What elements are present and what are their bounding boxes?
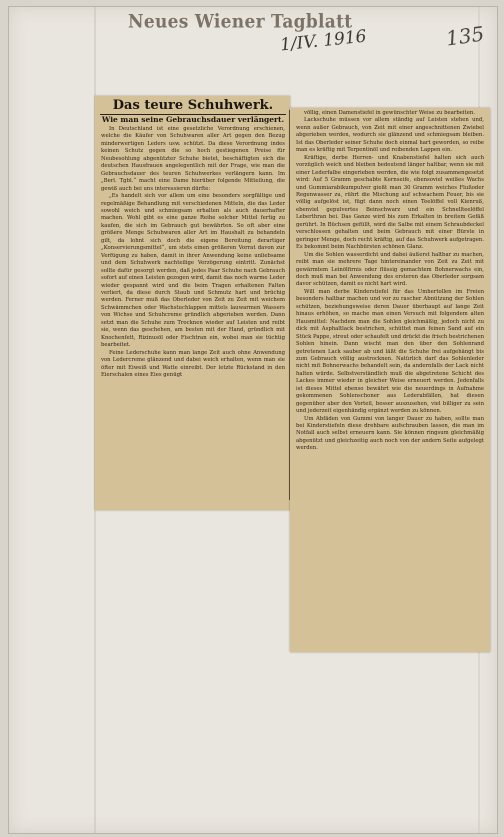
paragraph: Um die Sohlen wasserdicht und dabei äußerst haltbar zu machen, reibt man sie mehrere Tage hintereinander von Zeit zu Zeit mit gewärmtem Leinölfirnis oder flüssig gemachtem Bohnerwachs ein, doch muß man bei Anwendung des ersteren das Oberleder sorgsam davor schützen, damit es nicht hart wird. [296, 251, 484, 288]
paragraph: Feine Lederschuhe kann man lange Zeit auch ohne Anwendung von Ledercreme glänzend und dabei weich erhalten, wenn man sie öfter mit Eiweiß und Watte einreibt. Der letzte Rückstand in den Eierschalen eines Eies genügt [101, 349, 285, 378]
article-title: Das teure Schuhwerk. [100, 98, 286, 115]
paragraph: völlig, einen Damenstiefel in gewünschter Weise zu bearbeiten. [304, 110, 475, 116]
paragraph: Lackschuhe müssen vor allem ständig auf Leisten stehen und, wenn außer Gebrauch, von Zeit mit einer angeschnittenen Zwiebel abgerieben werden, wodurch sie glänzend und schmiegsam bleiben. Ist das Oberleder seiner Schuhe doch einmal hart geworden, so reibe man es kräftig mit Terpentinöl und reibenden Lappen ein. [296, 117, 484, 154]
paragraph: In Deutschland ist eine gesetzliche Verordnung erschienen, welche die Käufer von Schuhwaren aller Art gegen den Bezug minderwertigen Leders usw. schützt. Da diese Verordnung indes keinen Schutz gegen die so hoch gestiegenen Preise für Neubesohlung abgenützter Schuhe bietet, beschäftigten sich die deutschen Hausfrauen angelegentlich mit der Frage, wie man die Gebrauchsdauer des teuren Schuhwerkes verlängern kann. Im „Berl. Tgbl.“ macht eine Dame hierüber folgende Mitteilung, die gewiß auch bei uns interessieren dürfte: [101, 126, 285, 192]
handwritten-date: 1/IV. 1916 [279, 26, 368, 56]
paragraph: Um Abfäden von Gummi von langer Dauer zu haben, sollte man bei Kinderstiefeln diese drehbare aufschrauben lassen, die man im Notfall auch selbst erneuern kann. Sie können ringsum gleichmäßig abgenützt und gleichzeitig auch noch von der andern Seite aufgelegt werden. [296, 415, 484, 452]
paragraph: Will man derbe Kinderstiefel für das Umhertollen im Freien besonders haltbar machen und vor zu rascher Abnützung der Sohlen schützen, beziehungsweise deren Dauer überhaupt auf lange Zeit hinaus erhöhen, so mache man einen Versuch mit folgendem alten Hausmittel: Nachdem man die Sohlen gleichmäßig, jedoch nicht zu dick mit Asphaltlack bestrichen, schüttet man feinen Sand auf ein Stück Pappe, streut oder schaufelt und drückt die frisch bestrichenen Sohlen hinein. Dann wischt man den über den Sohlenrand getretenen Lack sauber ab und läßt die Schuhe frei aufgehängt bis zum Gebrauch völlig austrocknen. Natürlich darf das Sohlenleder nicht mit Bohnerwachs behandelt sein, da andernfalls der Lack nicht halten würde. Selbstverständlich muß die abgetretene Schicht des Lackes immer wieder in gleicher Weise erneuert werden. Jedenfalls ist dieses Mittel ebenso bewährt wie die neuerdings in Aufnahme gekommenen Sohlenschoner aus Lederabfällen, hat diesen gegenüber aber den Vorteil, besser auszusehen, viel billiger zu sein und jederzeit eigenhändig ergänzt werden zu können. [296, 288, 484, 415]
paragraph: „Es handelt sich vor allem um eine besonders sorgfältige und regelmäßige Behandlung mit verschiedenen Mitteln, die das Leder sowohl weich und schmiegsam erhalten als auch dauerhafter machen. Wohl gibt es eine ganze Reihe solcher Mittel fertig zu kaufen, die sich im Gebrauch gut bewährten. So oft aber eine größere Menge Schuhwaren aller Art im Haushalt zu behandeln gilt, da lohnt sich doch die eigene Bereitung derartiger „Konservierungsmittel“, um stets einen größeren Vorrat davon zur Verfügung zu haben, damit in ihrer Anwendung keine unliebsame und dem Schuhwerk nachteilige Verzögerung eintritt. Zunächst sollte dafür gesorgt werden, daß jedes Paar Schuhe nach Gebrauch sofort auf einen Leisten gezogen wird, damit das noch warme Leder wieder gespannt wird und die beim Tragen erhaltenen Falten verliert, da diese durch Staub und Schmutz hart und brüchig werden. Ferner muß das Oberleder von Zeit zu Zeit mit weichem Schwämmchen oder Wachstuchlappen mittels lauwarmen Wassers von Wichse und Schuhcreme gründlich abgerieben werden. Dann setzt man die Schuhe zum Trocknen wieder auf Leisten und reibt sie, wenn das geschehen, am besten mit der Hand, gründlich mit Knochenfett, Rizinusöl oder Fischtran ein, wobei man sie tüchtig bearbeitet. [101, 193, 285, 349]
column-divider [289, 110, 290, 500]
article-right-column [296, 110, 484, 650]
newspaper-masthead: Neues Wiener Tagblatt [128, 11, 353, 33]
article-left-column [101, 126, 285, 506]
paragraph: Kräftige, derbe Herren- und Knabenstiefel halten sich auch vorzüglich weich und bleiben bedeutend länger haltbar, wenn sie mit einer Lederfalbe eingerieben werden, die wie folgt zusammengesetzt wird: Auf 5 Gramm geschabte Kernseife, ebensoviel weißes Wachs und Gummiarabikumpulver gießt man 30 Gramm weiches Flußoder Regenwasser zu, rührt die Mischung auf schwachem Feuer, bis sie völlig aufgelöst ist, fügt dann noch einen Teelöffel voll Kienruß, ebenviel gepulvertes Beinschwarz und ein Schnellteelöffel Leberthran bei. Das Ganze wird bis zum Erkalten in breitem Gefäß gerührt. In Büchsen gefüllt, wird die Salbe mit einem Schraubdeckel verschlossen gehalten und beim Gebrauch mit einer Bürste in geringer Menge, doch recht kräftig, auf das Schuhwerk aufgetragen. Es bekommt beim Nachbürsten schönen Glanz. [296, 154, 484, 251]
article-subtitle: Wie man seine Gebrauchsdauer verlängert. [101, 115, 285, 124]
handwritten-page-number: 135 [444, 21, 486, 51]
